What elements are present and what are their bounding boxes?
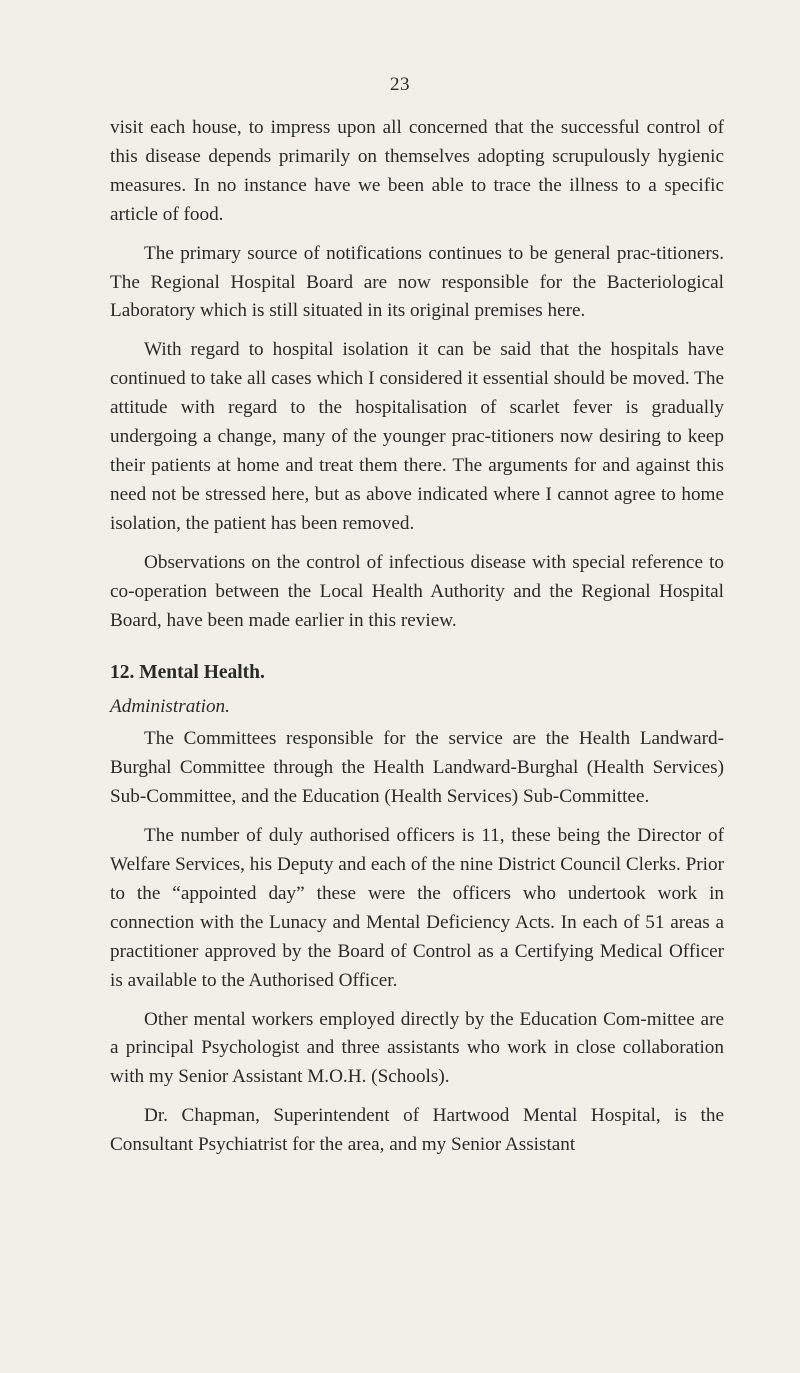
section-heading: 12. Mental Health.: [110, 662, 265, 684]
paragraph-notifications: The primary source of notifications continues to be general prac-titioners. The Regional Hospital Board are now responsible for the Bacteriological Laboratory which is still situated in its original premises here.: [110, 242, 724, 322]
paragraph-consultant: Dr. Chapman, Superintendent of Hartwood Mental Hospital, is the Consultant Psychiatrist for the area, and my Senior Assistant: [110, 1105, 724, 1156]
section-subheading: Administration.: [110, 696, 230, 718]
document-body: [110, 114, 724, 1170]
page-number: 23: [390, 74, 410, 95]
paragraph-continuation: visit each house, to impress upon all concerned that the successful control of this disease depends primarily on themselves adopting scrupulously hygienic measures. In no instance have we been able to trace the illness to a specific article of food.: [110, 117, 724, 225]
paragraph-mental-workers: Other mental workers employed directly by the Education Com-mittee are a principal Psychologist and three assistants who work in close collaboration with my Senior Assistant M.O.H. (Schools).: [110, 1008, 724, 1088]
paragraph-observations: Observations on the control of infectious disease with special reference to co-operation between the Local Health Authority and the Regional Hospital Board, have been made earlier in this review.: [110, 551, 724, 631]
paragraph-hospital-isolation: With regard to hospital isolation it can be said that the hospitals have continued to take all cases which I considered it essential should be moved. The attitude with regard to the hospitalisation of scarlet fever is gradually undergoing a change, many of the younger prac-titioners now desiring to keep their patients at home and treat them there. The arguments for and against this need not be stressed here, but as above indicated where I cannot agree to home isolation, the patient has been removed.: [110, 339, 724, 534]
paragraph-committees: The Committees responsible for the service are the Health Landward-Burghal Committee through the Health Landward-Burghal (Health Services) Sub-Committee, and the Education (Health Services) Sub-Committee.: [110, 728, 724, 808]
paragraph-authorised-officers: The number of duly authorised officers is 11, these being the Director of Welfare Services, his Deputy and each of the nine District Council Clerks. Prior to the “appointed day” these were the officers who undertook work in connection with the Lunacy and Mental Deficiency Acts. In each of 51 areas a practitioner approved by the Board of Control as a Certifying Medical Officer is available to the Authorised Officer.: [110, 825, 724, 991]
